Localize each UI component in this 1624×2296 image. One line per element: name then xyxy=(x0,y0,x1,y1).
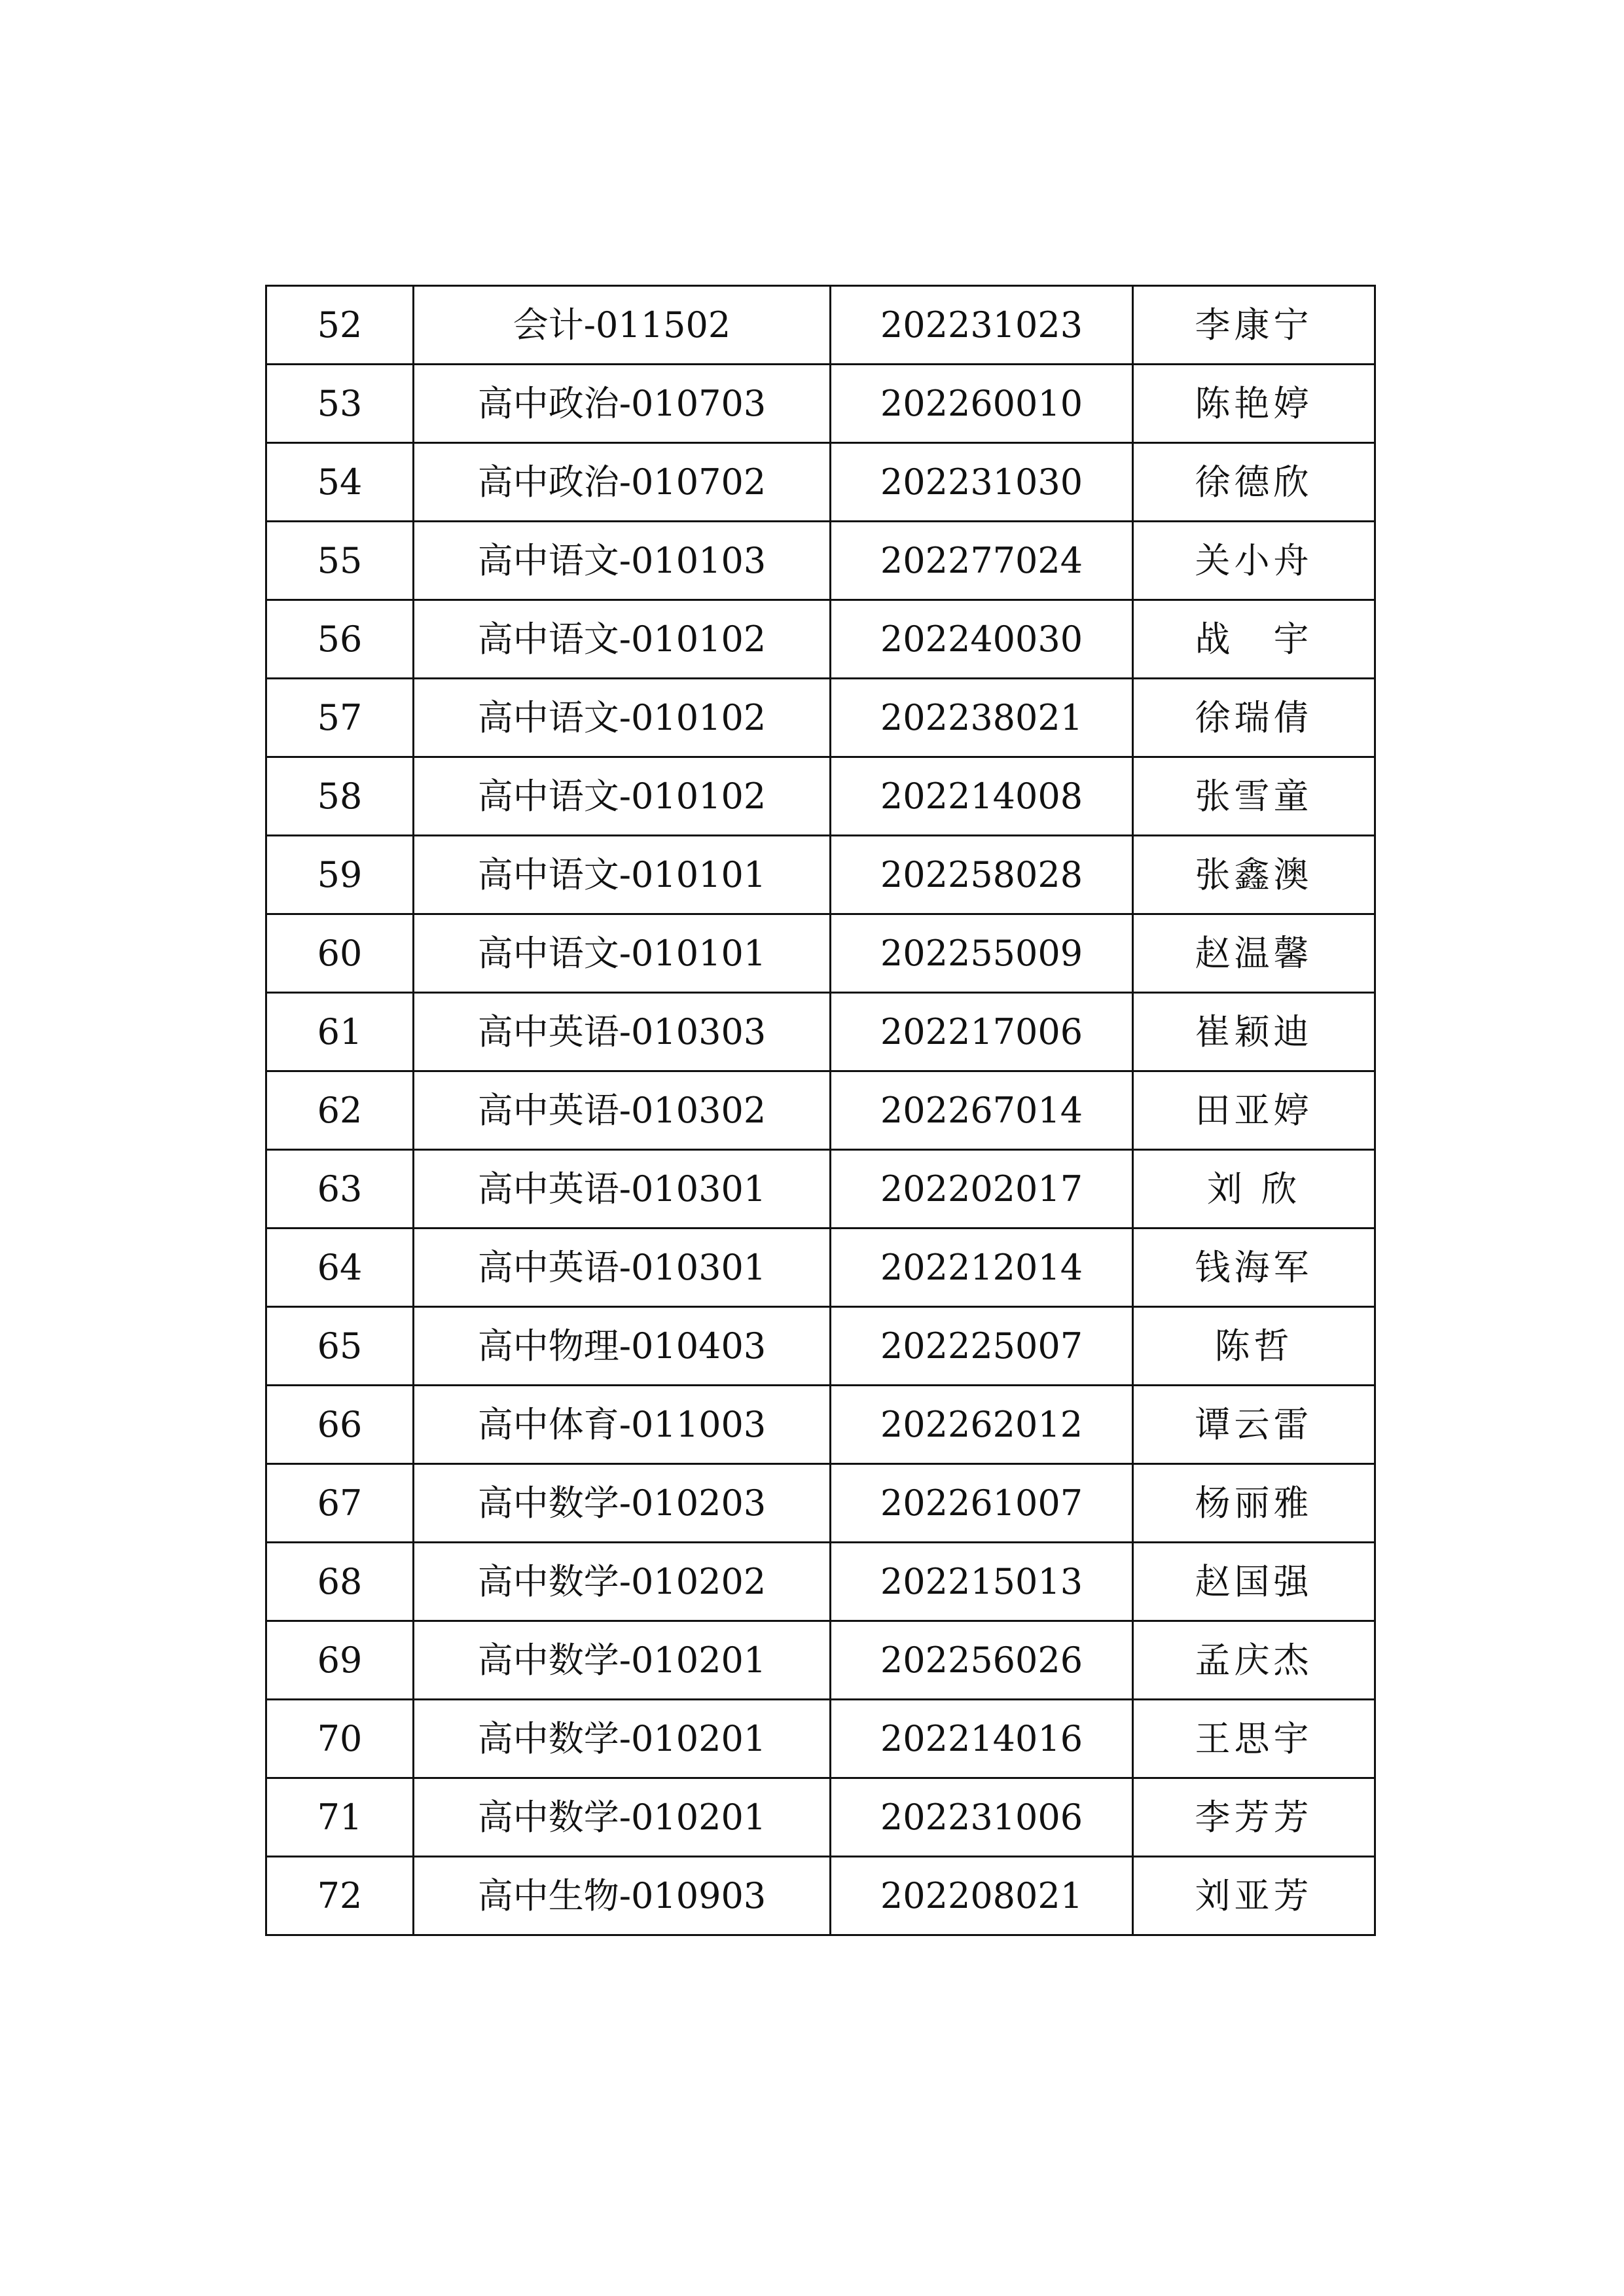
position-cell: 高中语文-010102 xyxy=(414,757,831,836)
row-number-cell: 59 xyxy=(266,836,414,914)
row-number-cell: 58 xyxy=(266,757,414,836)
exam-id-cell: 202231030 xyxy=(831,443,1133,522)
position-cell: 高中英语-010301 xyxy=(414,1229,831,1307)
candidate-name-cell: 陈艳婷 xyxy=(1133,365,1375,443)
position-cell: 高中物理-010403 xyxy=(414,1307,831,1386)
table-row xyxy=(266,1857,1375,1935)
table-row xyxy=(266,600,1375,679)
table-row xyxy=(266,1778,1375,1857)
row-number-cell: 65 xyxy=(266,1307,414,1386)
row-number-cell: 72 xyxy=(266,1857,414,1935)
table-row xyxy=(266,443,1375,522)
table-row xyxy=(266,522,1375,600)
position-cell: 高中数学-010201 xyxy=(414,1621,831,1700)
table-row xyxy=(266,1071,1375,1150)
table-row xyxy=(266,1700,1375,1778)
roster-table-body xyxy=(266,286,1375,1935)
position-cell: 高中语文-010101 xyxy=(414,836,831,914)
position-cell: 高中语文-010101 xyxy=(414,914,831,993)
row-number-cell: 62 xyxy=(266,1071,414,1150)
position-cell: 高中数学-010201 xyxy=(414,1700,831,1778)
exam-id-cell: 202258028 xyxy=(831,836,1133,914)
row-number-cell: 64 xyxy=(266,1229,414,1307)
row-number-cell: 56 xyxy=(266,600,414,679)
exam-id-cell: 202256026 xyxy=(831,1621,1133,1700)
table-row xyxy=(266,1621,1375,1700)
table-row xyxy=(266,679,1375,757)
row-number-cell: 66 xyxy=(266,1386,414,1464)
table-row xyxy=(266,365,1375,443)
candidate-name-cell: 李康宁 xyxy=(1133,286,1375,365)
roster-table xyxy=(265,285,1376,1936)
row-number-cell: 54 xyxy=(266,443,414,522)
candidate-name-cell: 杨丽雅 xyxy=(1133,1464,1375,1543)
candidate-name-cell: 刘 欣 xyxy=(1133,1150,1375,1229)
exam-id-cell: 202262012 xyxy=(831,1386,1133,1464)
roster-table-container xyxy=(265,285,1374,1936)
exam-id-cell: 202231023 xyxy=(831,286,1133,365)
table-row xyxy=(266,1386,1375,1464)
candidate-name-cell: 张鑫澳 xyxy=(1133,836,1375,914)
exam-id-cell: 202217006 xyxy=(831,993,1133,1071)
candidate-name-cell: 张雪童 xyxy=(1133,757,1375,836)
candidate-name-cell: 赵温馨 xyxy=(1133,914,1375,993)
row-number-cell: 67 xyxy=(266,1464,414,1543)
table-row xyxy=(266,1464,1375,1543)
row-number-cell: 71 xyxy=(266,1778,414,1857)
candidate-name-cell: 陈哲 xyxy=(1133,1307,1375,1386)
exam-id-cell: 202202017 xyxy=(831,1150,1133,1229)
candidate-name-cell: 徐瑞倩 xyxy=(1133,679,1375,757)
exam-id-cell: 202261007 xyxy=(831,1464,1133,1543)
position-cell: 高中体育-011003 xyxy=(414,1386,831,1464)
candidate-name-cell: 徐德欣 xyxy=(1133,443,1375,522)
position-cell: 高中语文-010103 xyxy=(414,522,831,600)
exam-id-cell: 202255009 xyxy=(831,914,1133,993)
position-cell: 高中数学-010201 xyxy=(414,1778,831,1857)
exam-id-cell: 202225007 xyxy=(831,1307,1133,1386)
position-cell: 高中语文-010102 xyxy=(414,600,831,679)
candidate-name-cell: 谭云雷 xyxy=(1133,1386,1375,1464)
table-row xyxy=(266,1543,1375,1621)
exam-id-cell: 202240030 xyxy=(831,600,1133,679)
table-row xyxy=(266,1150,1375,1229)
table-row xyxy=(266,286,1375,365)
candidate-name-cell: 关小舟 xyxy=(1133,522,1375,600)
position-cell: 高中政治-010702 xyxy=(414,443,831,522)
exam-id-cell: 202215013 xyxy=(831,1543,1133,1621)
candidate-name-cell: 赵国强 xyxy=(1133,1543,1375,1621)
position-cell: 高中数学-010202 xyxy=(414,1543,831,1621)
position-cell: 高中英语-010301 xyxy=(414,1150,831,1229)
row-number-cell: 53 xyxy=(266,365,414,443)
row-number-cell: 69 xyxy=(266,1621,414,1700)
position-cell: 高中政治-010703 xyxy=(414,365,831,443)
exam-id-cell: 202267014 xyxy=(831,1071,1133,1150)
position-cell: 高中生物-010903 xyxy=(414,1857,831,1935)
table-row xyxy=(266,836,1375,914)
candidate-name-cell: 崔颖迪 xyxy=(1133,993,1375,1071)
position-cell: 高中数学-010203 xyxy=(414,1464,831,1543)
table-row xyxy=(266,1229,1375,1307)
exam-id-cell: 202212014 xyxy=(831,1229,1133,1307)
position-cell: 高中英语-010303 xyxy=(414,993,831,1071)
candidate-name-cell: 李芳芳 xyxy=(1133,1778,1375,1857)
row-number-cell: 57 xyxy=(266,679,414,757)
table-row xyxy=(266,914,1375,993)
position-cell: 高中语文-010102 xyxy=(414,679,831,757)
position-cell: 会计-011502 xyxy=(414,286,831,365)
row-number-cell: 63 xyxy=(266,1150,414,1229)
exam-id-cell: 202277024 xyxy=(831,522,1133,600)
candidate-name-cell: 战 宇 xyxy=(1133,600,1375,679)
row-number-cell: 55 xyxy=(266,522,414,600)
table-row xyxy=(266,993,1375,1071)
table-row xyxy=(266,757,1375,836)
row-number-cell: 70 xyxy=(266,1700,414,1778)
candidate-name-cell: 田亚婷 xyxy=(1133,1071,1375,1150)
exam-id-cell: 202214008 xyxy=(831,757,1133,836)
exam-id-cell: 202214016 xyxy=(831,1700,1133,1778)
candidate-name-cell: 刘亚芳 xyxy=(1133,1857,1375,1935)
exam-id-cell: 202208021 xyxy=(831,1857,1133,1935)
position-cell: 高中英语-010302 xyxy=(414,1071,831,1150)
exam-id-cell: 202260010 xyxy=(831,365,1133,443)
exam-id-cell: 202238021 xyxy=(831,679,1133,757)
candidate-name-cell: 王思宇 xyxy=(1133,1700,1375,1778)
row-number-cell: 52 xyxy=(266,286,414,365)
candidate-name-cell: 钱海军 xyxy=(1133,1229,1375,1307)
candidate-name-cell: 孟庆杰 xyxy=(1133,1621,1375,1700)
row-number-cell: 60 xyxy=(266,914,414,993)
exam-id-cell: 202231006 xyxy=(831,1778,1133,1857)
row-number-cell: 68 xyxy=(266,1543,414,1621)
row-number-cell: 61 xyxy=(266,993,414,1071)
table-row xyxy=(266,1307,1375,1386)
